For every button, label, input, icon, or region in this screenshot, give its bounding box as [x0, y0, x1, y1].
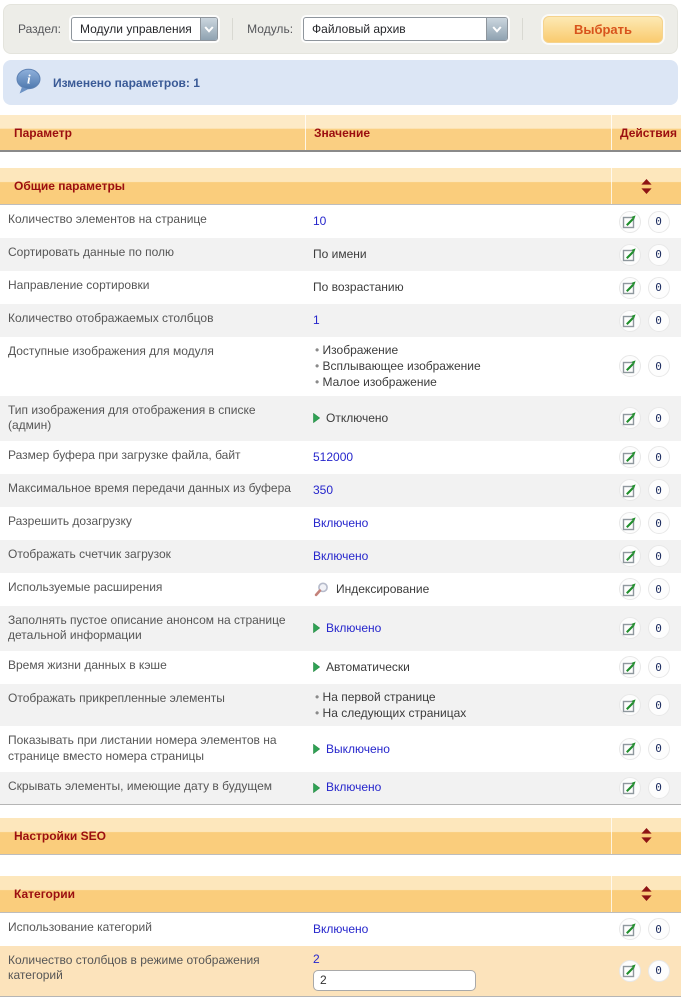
edit-param-button[interactable] [619, 355, 641, 377]
param-name: Отображать счетчик загрузок [8, 546, 171, 561]
section-label: Раздел: [18, 22, 61, 36]
param-value-cell [305, 238, 611, 271]
param-count-value: 0 [655, 483, 662, 497]
param-name: Используемые расширения [8, 579, 163, 594]
green-arrow-icon [313, 413, 320, 423]
table-row [0, 271, 681, 304]
param-value-link[interactable]: Включено [313, 516, 369, 531]
param-value-cell [305, 337, 611, 396]
param-value-cell [305, 913, 611, 946]
param-actions-cell [611, 205, 681, 238]
edit-param-button[interactable] [619, 479, 641, 501]
edit-param-button[interactable] [619, 277, 641, 299]
param-count-value: 0 [655, 742, 662, 756]
edit-param-button[interactable] [619, 918, 641, 940]
param-count-badge[interactable] [648, 918, 670, 940]
param-name: Размер буфера при загрузке файла, байт [8, 447, 241, 462]
param-value-cell [305, 651, 611, 684]
param-value-cell [305, 396, 611, 441]
param-name: Использование категорий [8, 919, 152, 934]
table-row [0, 606, 681, 651]
param-count-value: 0 [655, 281, 662, 294]
section-header-1 [0, 818, 681, 855]
param-count-badge[interactable] [648, 738, 670, 760]
spacer [0, 805, 681, 818]
edit-param-button[interactable] [619, 446, 641, 468]
param-value-cell [305, 946, 611, 996]
section-title: Общие параметры [14, 179, 126, 193]
table-header [0, 115, 681, 152]
param-actions-cell [611, 540, 681, 573]
param-actions-cell [611, 573, 681, 606]
parameters-table-body [0, 168, 681, 997]
edit-param-button[interactable] [619, 211, 641, 233]
param-count-value: 0 [655, 781, 662, 794]
param-value-text: Автоматически [326, 660, 410, 675]
param-count-badge[interactable] [648, 479, 670, 501]
param-count-badge[interactable] [648, 694, 670, 716]
table-row [0, 396, 681, 441]
table-row [0, 540, 681, 573]
param-value-link[interactable]: Включено [326, 780, 382, 795]
param-name: Количество столбцов в режиме отображения категорий [8, 952, 260, 983]
edit-param-button[interactable] [619, 738, 641, 760]
param-count-badge[interactable] [648, 277, 670, 299]
param-name: Отображать прикрепленные элементы [8, 690, 225, 705]
spacer [0, 152, 681, 168]
param-value-list-item: • Малое изображение [313, 374, 481, 390]
param-count-value: 0 [655, 215, 662, 228]
param-count-badge[interactable] [648, 656, 670, 678]
edit-param-button[interactable] [619, 545, 641, 567]
param-actions-cell [611, 474, 681, 507]
param-actions-cell [611, 726, 681, 771]
param-count-value: 0 [655, 582, 662, 596]
param-value-edit-group [313, 951, 476, 991]
param-count-badge[interactable] [648, 446, 670, 468]
param-count-badge[interactable] [648, 578, 670, 600]
param-value-link[interactable]: 350 [313, 483, 334, 498]
param-value-text: По имени [313, 247, 367, 262]
param-value-link[interactable]: Выключено [326, 741, 390, 756]
param-actions-cell [611, 337, 681, 396]
param-name: Разрешить дозагрузку [8, 513, 132, 528]
param-actions-cell [611, 441, 681, 474]
table-row [0, 772, 681, 805]
param-value-text: Индексирование [336, 582, 430, 597]
param-value-input[interactable] [313, 970, 476, 991]
param-count-value: 0 [655, 516, 662, 530]
chevron-down-icon[interactable] [486, 18, 507, 40]
param-actions-cell [611, 606, 681, 651]
param-count-value: 0 [655, 248, 662, 261]
param-value-list [313, 689, 466, 721]
chevron-down-icon[interactable] [200, 18, 217, 40]
edit-param-button[interactable] [619, 244, 641, 266]
param-name: Количество элементов на странице [8, 212, 207, 226]
green-arrow-icon [313, 783, 320, 793]
param-value-list-item: • На первой странице [313, 689, 466, 705]
table-row [0, 238, 681, 271]
table-row [0, 441, 681, 474]
param-value-cell [305, 304, 611, 337]
param-actions-cell [611, 304, 681, 337]
svg-text:i: i [27, 71, 31, 86]
param-value-link[interactable]: 1 [313, 313, 320, 328]
param-value-link[interactable]: 512000 [313, 450, 354, 465]
param-count-value: 0 [655, 359, 662, 373]
param-name: Сортировать данные по полю [8, 245, 175, 259]
table-row [0, 507, 681, 540]
param-value-cell [305, 271, 611, 304]
table-row [0, 946, 681, 997]
table-row [0, 726, 681, 771]
edit-param-button[interactable] [619, 310, 641, 332]
param-value-text: Отключено [326, 411, 389, 426]
column-header-param: Параметр [14, 125, 72, 140]
edit-param-button[interactable] [619, 777, 641, 799]
param-count-value: 0 [655, 964, 662, 978]
green-arrow-icon [313, 662, 320, 672]
module-label: Модуль: [247, 22, 294, 36]
param-name: Доступные изображения для модуля [8, 344, 214, 358]
toolbar-divider [232, 18, 233, 40]
table-row [0, 304, 681, 337]
param-value-cell [305, 573, 611, 606]
param-name: Направление сортировки [8, 278, 150, 292]
param-value-cell [305, 606, 611, 651]
param-actions-cell [611, 651, 681, 684]
param-name: Скрывать элементы, имеющие дату в будущем [8, 778, 272, 793]
edit-param-button[interactable] [619, 512, 641, 534]
param-value-link[interactable]: 10 [313, 214, 327, 229]
param-actions-cell [611, 396, 681, 441]
param-actions-cell [611, 507, 681, 540]
param-name: Заполнять пустое описание анонсом на странице детальной информации [8, 612, 286, 643]
table-row [0, 337, 681, 396]
param-count-badge[interactable] [648, 355, 670, 377]
table-row [0, 913, 681, 946]
green-arrow-icon [313, 623, 320, 633]
edit-param-button[interactable] [619, 578, 641, 600]
param-count-value: 0 [655, 698, 662, 712]
section-title: Настройки SEO [14, 828, 106, 843]
section-header-0 [0, 168, 681, 205]
param-value-cell [305, 474, 611, 507]
param-actions-cell [611, 772, 681, 804]
table-row [0, 573, 681, 606]
param-count-value: 0 [655, 411, 662, 425]
section-dropdown[interactable] [71, 17, 218, 41]
module-dropdown-value: Файловый архив [312, 22, 406, 36]
info-bubble-icon [15, 68, 43, 98]
param-name: Максимальное время передачи данных из буфера [8, 480, 291, 495]
magnifier-icon [313, 581, 330, 598]
param-count-badge[interactable] [648, 407, 670, 429]
param-count-badge[interactable] [648, 960, 670, 982]
param-actions-cell [611, 946, 681, 996]
section-sort-button[interactable] [611, 168, 681, 204]
param-count-value: 0 [655, 450, 662, 464]
edit-param-button[interactable] [619, 694, 641, 716]
param-value-text: По возрастанию [313, 280, 404, 295]
param-value-link[interactable]: Включено [313, 549, 369, 564]
param-value-cell [305, 684, 611, 726]
section-sort-button[interactable] [611, 876, 681, 912]
edit-param-button[interactable] [619, 656, 641, 678]
param-value-link[interactable]: Включено [326, 621, 382, 636]
table-row [0, 684, 681, 726]
select-button[interactable]: Выбрать [543, 16, 663, 43]
param-name: Показывать при листании номера элементов на странице вместо номера страницы [8, 733, 277, 763]
edit-param-button[interactable] [619, 960, 641, 982]
notice-text: Изменено параметров: 1 [53, 75, 200, 90]
table-row [0, 205, 681, 238]
param-count-badge[interactable] [648, 777, 670, 799]
param-count-badge[interactable] [648, 211, 670, 233]
green-arrow-icon [313, 744, 320, 754]
changed-params-notice [3, 60, 678, 105]
param-count-value: 0 [655, 314, 662, 327]
param-value-cell [305, 441, 611, 474]
spacer [0, 855, 681, 876]
param-name: Количество отображаемых столбцов [8, 311, 214, 325]
edit-param-button[interactable] [619, 407, 641, 429]
param-count-badge[interactable] [648, 617, 670, 639]
edit-param-button[interactable] [619, 617, 641, 639]
param-name: Тип изображения для отображения в списке (админ) [8, 402, 256, 433]
param-count-value: 0 [655, 621, 662, 635]
param-value-list-item: • Изображение [313, 342, 481, 358]
param-actions-cell [611, 913, 681, 946]
param-value-link[interactable]: Включено [313, 921, 369, 936]
param-count-badge[interactable] [648, 310, 670, 332]
param-count-value: 0 [655, 549, 662, 563]
param-value-cell [305, 726, 611, 771]
param-value-cell [305, 772, 611, 804]
table-row [0, 651, 681, 684]
param-count-badge[interactable] [648, 545, 670, 567]
param-actions-cell [611, 684, 681, 726]
module-select-toolbar [3, 4, 678, 54]
param-count-badge[interactable] [648, 512, 670, 534]
param-count-badge[interactable] [648, 244, 670, 266]
param-value-list-item: • На следующих страницах [313, 705, 466, 721]
param-value-cell [305, 205, 611, 238]
param-count-value: 0 [655, 922, 662, 936]
param-count-value: 0 [655, 660, 662, 674]
table-row [0, 474, 681, 507]
param-actions-cell [611, 271, 681, 304]
param-value-cell [305, 507, 611, 540]
param-name: Время жизни данных в кэше [8, 657, 167, 672]
param-value-list-item: • Всплывающее изображение [313, 358, 481, 374]
column-header-actions: Действия [611, 115, 681, 150]
section-dropdown-value: Модули управления [80, 22, 192, 36]
section-header-2 [0, 876, 681, 913]
param-value-link[interactable]: 2 [313, 951, 320, 966]
param-value-list [313, 342, 481, 391]
section-sort-button[interactable] [611, 818, 681, 854]
toolbar-divider [522, 18, 523, 40]
module-dropdown[interactable] [303, 17, 508, 41]
param-value-cell [305, 540, 611, 573]
column-header-value: Значение [305, 115, 611, 150]
param-actions-cell [611, 238, 681, 271]
section-title: Категории [14, 886, 75, 901]
